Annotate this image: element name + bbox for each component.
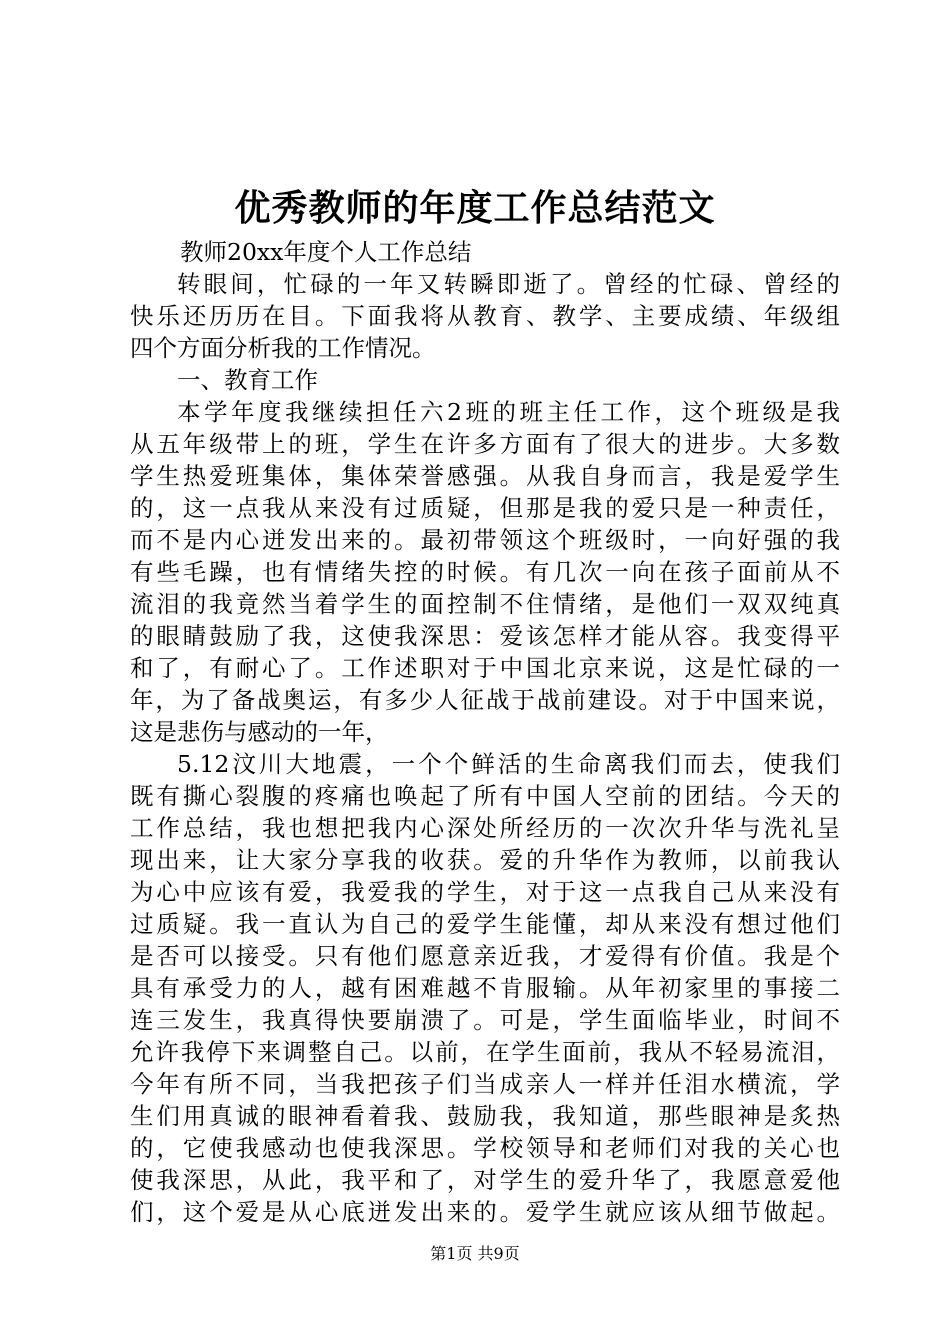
paragraph-line: 转眼间，忙碌的一年又转瞬即逝了。曾经的忙碌、曾经的	[177, 270, 840, 298]
paragraph-line: 的眼睛鼓励了我，这使我深思：爱该怎样才能从容。我变得平	[130, 622, 840, 650]
paragraph-line: 快乐还历历在目。下面我将从教育、教学、主要成绩、年级组	[130, 302, 840, 330]
paragraph-line: 现出来，让大家分享我的收获。爱的升华作为教师，以前我认	[130, 846, 840, 874]
paragraph-line: 四个方面分析我的工作情况。	[130, 334, 436, 362]
paragraph-line: 为心中应该有爱，我爱我的学生，对于这一点我自己从来没有	[130, 878, 840, 906]
paragraph-line: 有些毛躁，也有情绪失控的时候。有几次一向在孩子面前从不	[130, 558, 840, 586]
paragraph-line: 今年有所不同，当我把孩子们当成亲人一样并任泪水横流，学	[130, 1070, 840, 1098]
paragraph-line: 既有撕心裂腹的疼痛也唤起了所有中国人空前的团结。今天的	[130, 782, 840, 810]
subtitle-line: 教师20xx年度个人工作总结	[180, 238, 472, 266]
paragraph-line: 学生热爱班集体，集体荣誉感强。从我自身而言，我是爱学生	[130, 462, 840, 490]
document-title: 优秀教师的年度工作总结范文	[234, 187, 716, 229]
paragraph-line: 们，这个爱是从心底迸发出来的。爱学生就应该从细节做起。	[130, 1198, 840, 1226]
paragraph-line: 的，它使我感动也使我深思。学校领导和老师们对我的关心也	[130, 1134, 840, 1162]
paragraph-line: 从五年级带上的班，学生在许多方面有了很大的进步。大多数	[130, 430, 840, 458]
page-number-footer: 第1页 共9页	[430, 1244, 520, 1263]
paragraph-line: 本学年度我继续担任六2班的班主任工作，这个班级是我	[177, 398, 840, 426]
paragraph-line: 连三发生，我真得快要崩溃了。可是，学生面临毕业，时间不	[130, 1006, 840, 1034]
paragraph-line: 5.12汶川大地震，一个个鲜活的生命离我们而去，使我们	[177, 750, 840, 778]
paragraph-line: 是否可以接受。只有他们愿意亲近我，才爱得有价值。我是个	[130, 942, 840, 970]
paragraph-line: 工作总结，我也想把我内心深处所经历的一次次升华与洗礼呈	[130, 814, 840, 842]
section-heading: 一、教育工作	[177, 366, 318, 394]
paragraph-line: 年，为了备战奥运，有多少人征战于战前建设。对于中国来说，	[130, 686, 840, 714]
paragraph-line: 具有承受力的人，越有困难越不肯服输。从年初家里的事接二	[130, 974, 840, 1002]
paragraph-line: 过质疑。我一直认为自己的爱学生能懂，却从来没有想过他们	[130, 910, 840, 938]
paragraph-line: 的，这一点我从来没有过质疑，但那是我的爱只是一种责任，	[130, 494, 840, 522]
paragraph-line: 使我深思，从此，我平和了，对学生的爱升华了，我愿意爱他	[130, 1166, 840, 1194]
paragraph-line: 生们用真诚的眼神看着我、鼓励我，我知道，那些眼神是炙热	[130, 1102, 840, 1130]
paragraph-line: 流泪的我竟然当着学生的面控制不住情绪，是他们一双双纯真	[130, 590, 840, 618]
document-body	[130, 236, 840, 1228]
paragraph-line: 这是悲伤与感动的一年，	[130, 718, 389, 746]
paragraph-line: 允许我停下来调整自己。以前，在学生面前，我从不轻易流泪，	[130, 1038, 840, 1066]
paragraph-line: 而不是内心迸发出来的。最初带领这个班级时，一向好强的我	[130, 526, 840, 554]
paragraph-line: 和了，有耐心了。工作述职对于中国北京来说，这是忙碌的一	[130, 654, 840, 682]
